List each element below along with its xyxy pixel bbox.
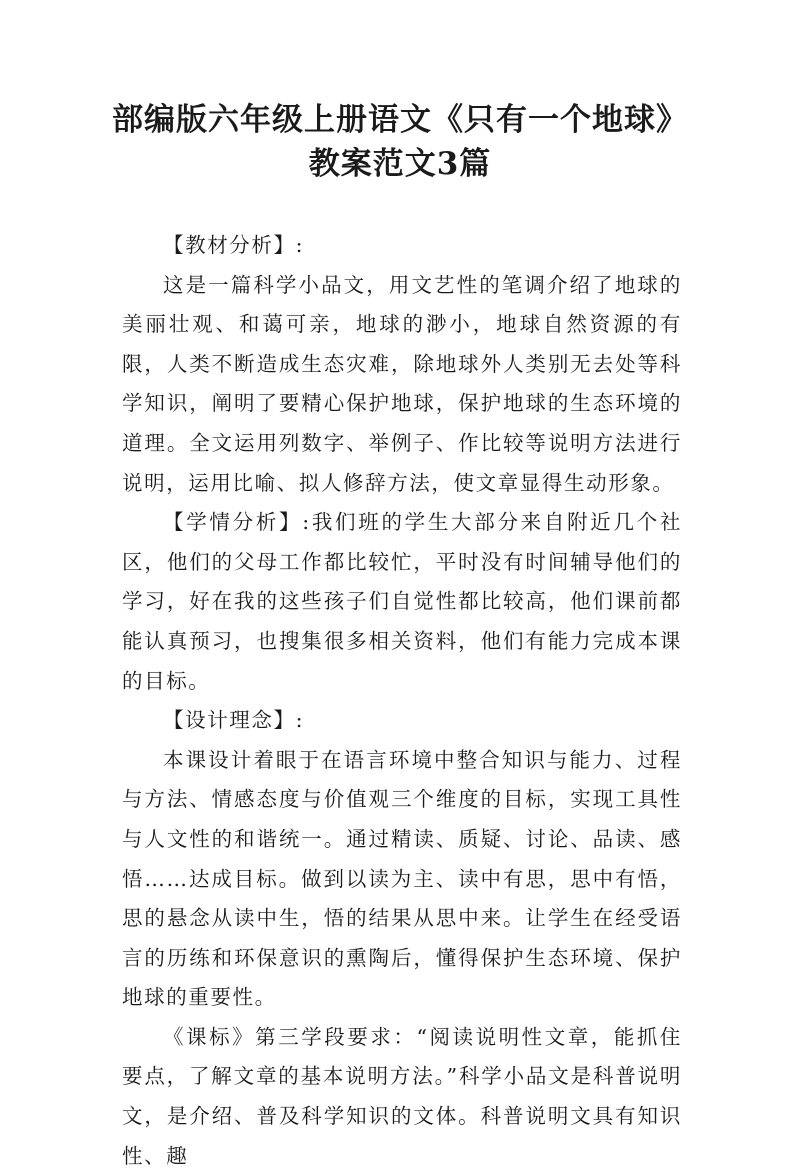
paragraph-design-concept [122, 741, 682, 1018]
paragraph-text: 我们班的学生大部分来自附近几个社区，他们的父母工作都比较忙，平时没有时间辅导他们的学习，好在我的这些孩子们自觉性都比较高，他们课前都能认真预习，也搜集很多相关资料，他们有能力完成本课的目标。 [122, 510, 682, 693]
paragraph-text: 这是一篇科学小品文，用文艺性的笔调介绍了地球的美丽壮观、和蔼可亲，地球的渺小，地球自然资源的有限，人类不断造成生态灾难，除地球外人类别无去处等科学知识，阐明了要精心保护地球，保护地球的生态环境的道理。全文运用列数字、举例子、作比较等说明方法进行说明，运用比喻、拟人修辞方法，使文章显得生动形象。 [122, 272, 682, 495]
paragraph-text: 本课设计着眼于在语言环境中整合知识与能力、过程与方法、情感态度与价值观三个维度的目标，实现工具性与人文性的和谐统一。通过精读、质疑、讨论、品读、感悟……达成目标。做到以读为主、读中有思，思中有悟，思的悬念从读中生，悟的结果从思中来。让学生在经受语言的历练和环保意识的熏陶后，懂得保护生态环境、保护地球的重要性。 [122, 747, 682, 1010]
section-heading-label: 【教材分析】: [163, 233, 305, 257]
document-body [122, 226, 682, 1176]
paragraph-student-analysis [122, 503, 682, 701]
paragraph-curriculum-standard [122, 1018, 682, 1176]
paragraph-text: 《课标》第三学段要求：“阅读说明性文章，能抓住要点，了解文章的基本说明方法。”科学小品文是科普说明文，是介绍、普及科学知识的文体。科普说明文具有知识性、趣 [122, 1024, 682, 1168]
section-heading-label: 【学情分析】: [163, 510, 311, 535]
document-title: 部编版六年级上册语文《只有一个地球》教案范文3篇 [112, 102, 688, 182]
section-heading-design-concept [122, 701, 682, 741]
paragraph-textbook-analysis [122, 266, 682, 504]
section-heading-textbook-analysis [122, 226, 682, 266]
section-heading-label: 【设计理念】: [163, 708, 305, 733]
